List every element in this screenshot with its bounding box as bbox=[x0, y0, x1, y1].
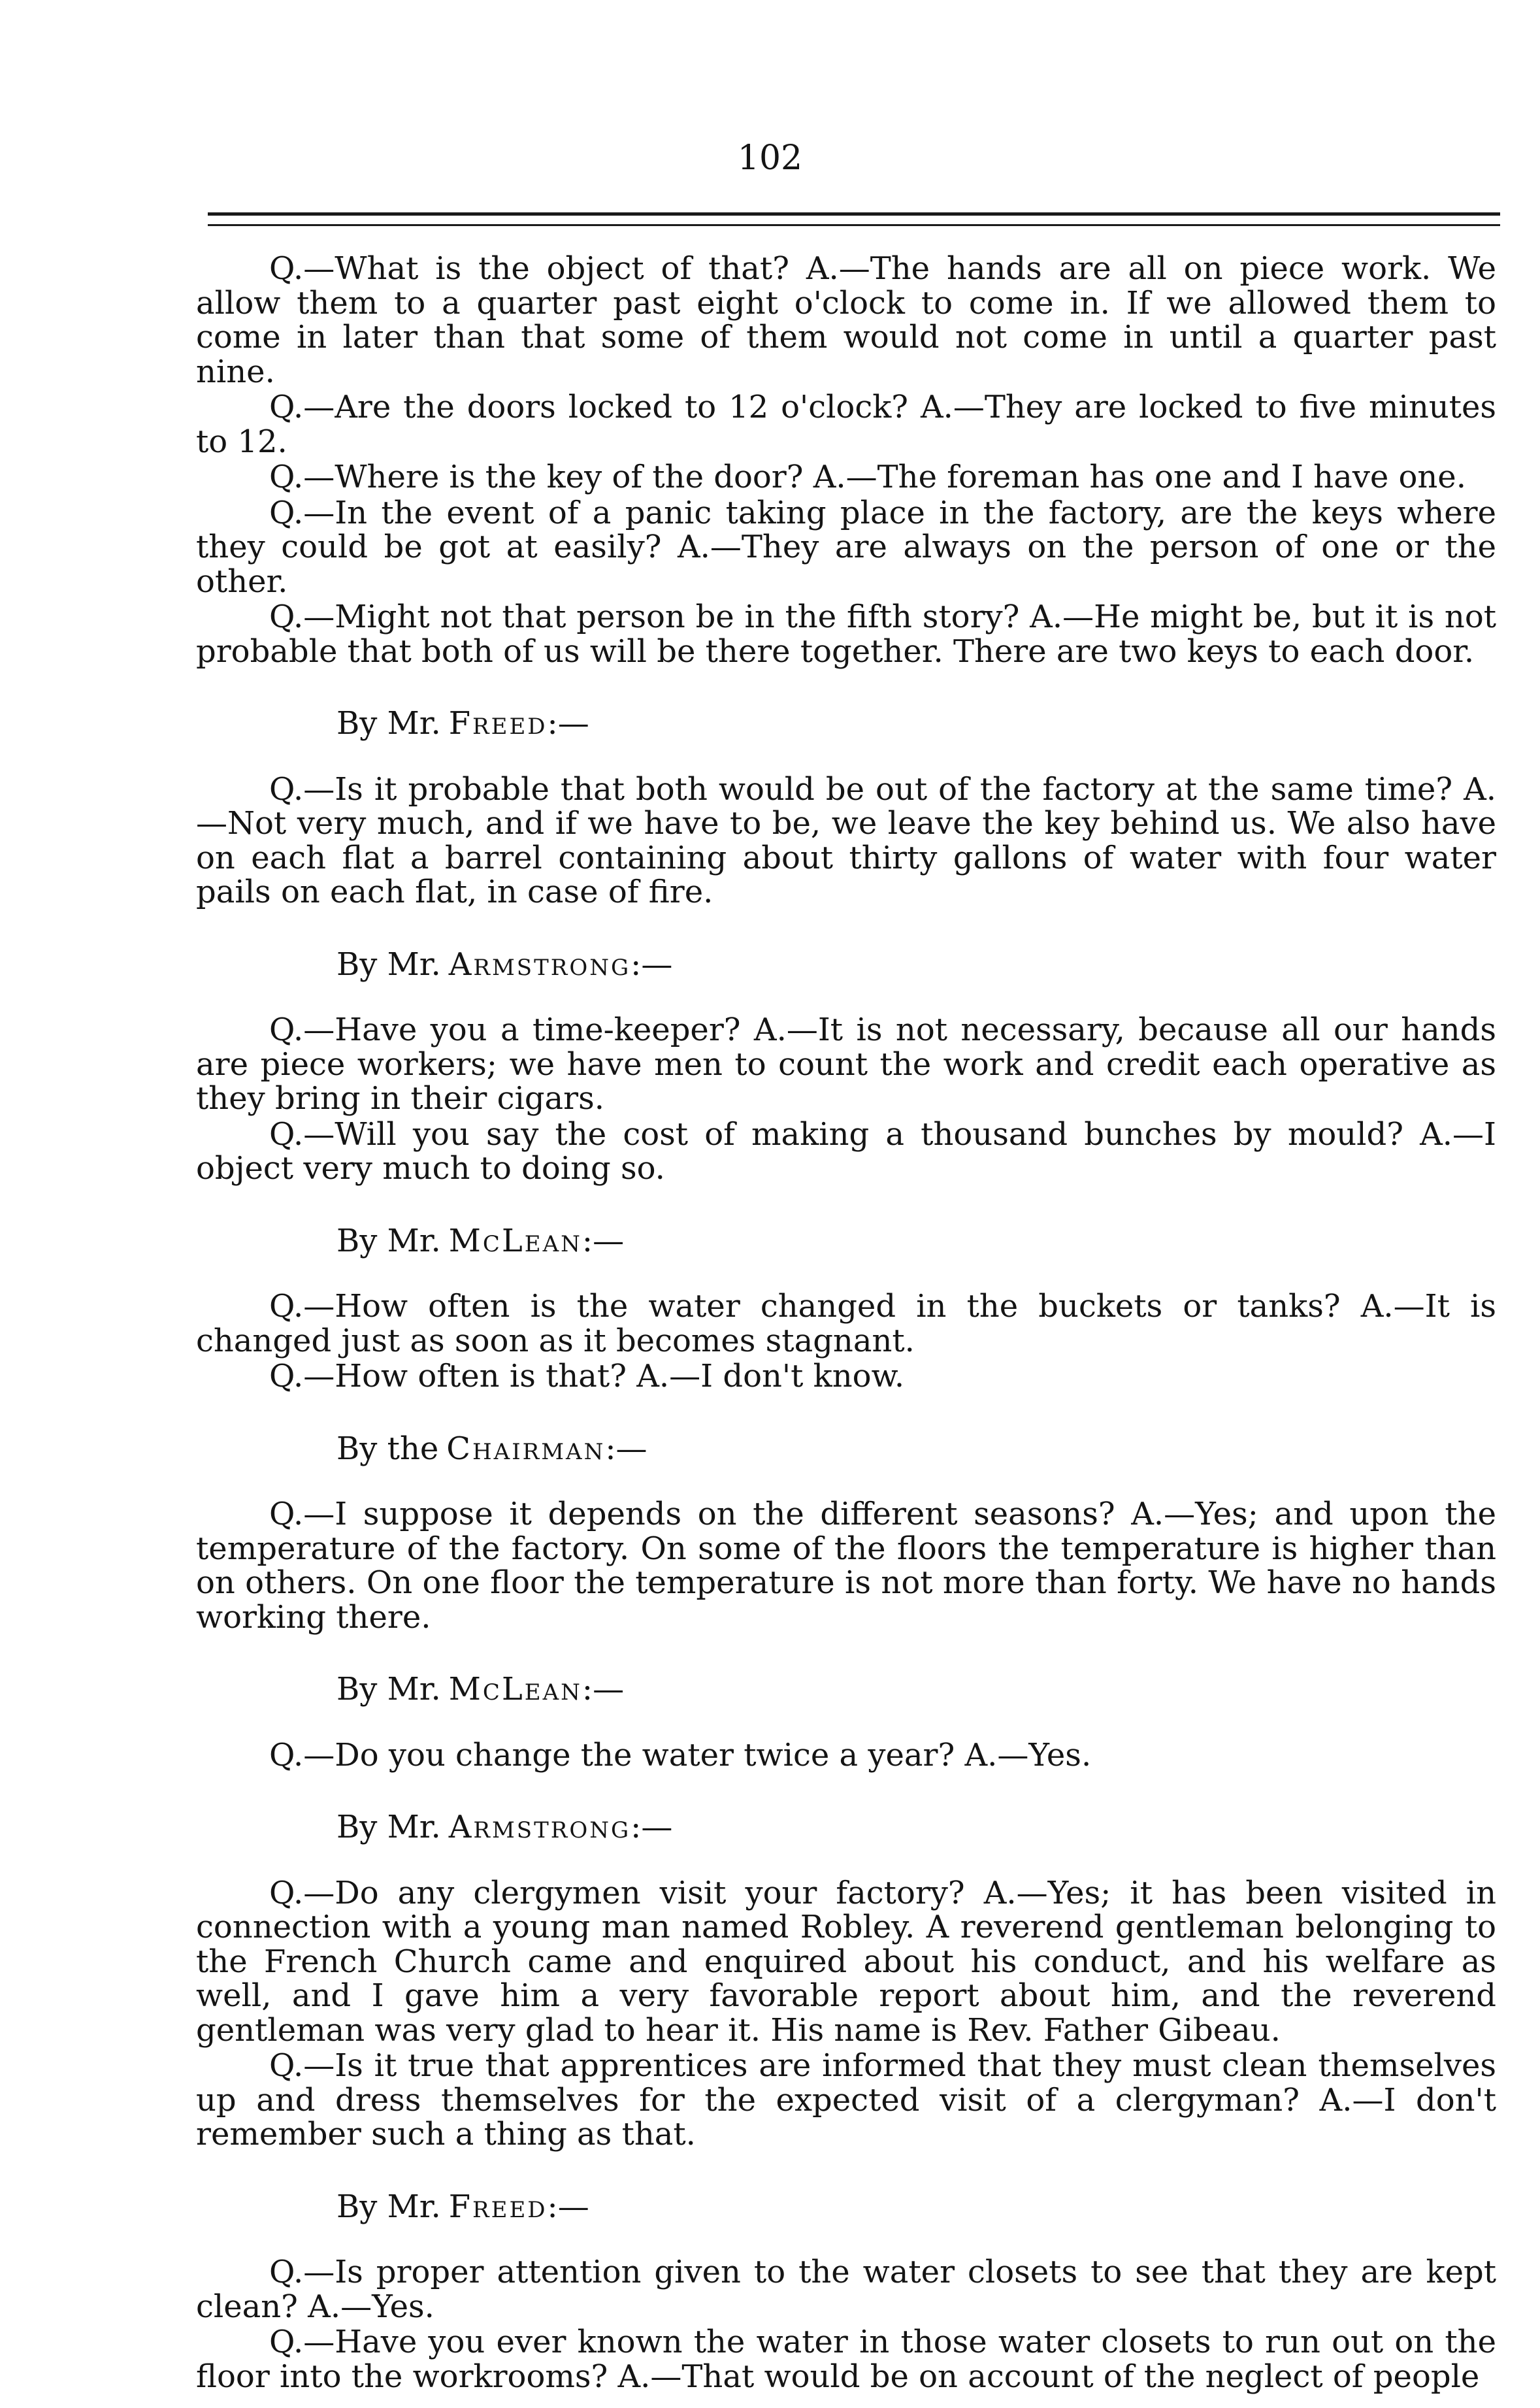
speaker-prefix: By the bbox=[336, 1430, 439, 1467]
testimony-paragraph: Q.—Are the doors locked to 12 o'clock? A.—They are locked to five minutes to 12. bbox=[196, 389, 1496, 460]
speaker-suffix: :— bbox=[582, 1222, 625, 1259]
header-rule-thick bbox=[208, 212, 1500, 216]
speaker-suffix: :— bbox=[582, 1671, 625, 1707]
speaker-prefix: By Mr. bbox=[336, 946, 441, 983]
testimony-paragraph: Q.—In the event of a panic taking place in the factory, are the keys where they could be got at easily? A.—They are always on the person of one or the other. bbox=[196, 494, 1496, 600]
testimony-paragraph: Q.—What is the object of that? A.—The hands are all on piece work. We allow them to a quarter past eight o'clock to come in. If we allowed them to come in later than that some of them would not come in until a quarter past nine. bbox=[196, 250, 1496, 390]
speaker-heading bbox=[196, 2190, 1496, 2224]
testimony-paragraph: Q.—Is it true that apprentices are informed that they must clean themselves up and dress themselves for the expected visit of a clergyman? A.—I don't remember such a thing as that. bbox=[196, 2047, 1496, 2152]
testimony-paragraph: Q.—How often is the water changed in the buckets or tanks? A.—It is changed just as soon as it becomes stagnant. bbox=[196, 1288, 1496, 1359]
speaker-heading bbox=[196, 1810, 1496, 1845]
speaker-prefix: By Mr. bbox=[336, 2188, 441, 2225]
speaker-name: Chairman bbox=[446, 1430, 606, 1467]
page-number: 102 bbox=[737, 139, 803, 178]
speaker-prefix: By Mr. bbox=[336, 1809, 441, 1845]
speaker-name: McLean bbox=[448, 1222, 582, 1259]
testimony-paragraph: Q.—Where is the key of the door? A.—The foreman has one and I have one. bbox=[269, 459, 1466, 495]
speaker-name: Armstrong bbox=[448, 946, 631, 983]
speaker-prefix: By Mr. bbox=[336, 705, 441, 742]
speaker-name: McLean bbox=[448, 1671, 582, 1707]
speaker-name: Freed bbox=[448, 705, 548, 742]
testimony-paragraph: Q.—Might not that person be in the fifth story? A.—He might be, but it is not probable that both of us will be there together. There are two keys to each door. bbox=[196, 599, 1496, 670]
speaker-name: Armstrong bbox=[448, 1809, 631, 1845]
speaker-heading bbox=[196, 1432, 1496, 1466]
testimony-paragraph: Q.—Do you change the water twice a year? A.—Yes. bbox=[269, 1736, 1092, 1773]
speaker-prefix: By Mr. bbox=[336, 1222, 441, 1259]
speaker-suffix: :— bbox=[631, 1809, 673, 1845]
testimony-paragraph: Q.—I suppose it depends on the different seasons? A.—Yes; and upon the temperature of the factory. On some of the floors the temperature is higher than on others. On one floor the temperature is not more than forty. We have no hands working there. bbox=[196, 1496, 1496, 1636]
speaker-heading bbox=[196, 706, 1496, 741]
speaker-heading bbox=[196, 948, 1496, 982]
testimony-paragraph: Q.—Have you a time-keeper? A.—It is not necessary, because all our hands are piece workers; we have men to count the work and credit each operative as they bring in their cigars. bbox=[196, 1012, 1496, 1117]
testimony-paragraph: Q.—How often is that? A.—I don't know. bbox=[269, 1358, 905, 1394]
testimony-paragraph: Q.—Is it probable that both would be out of the factory at the same time? A.—Not very much, and if we have to be, we leave the key behind us. We also have on each flat a barrel containing about thirty gallons of water with four water pails on each flat, in case of fire. bbox=[196, 770, 1496, 910]
testimony-paragraph: Q.—Will you say the cost of making a thousand bunches by mould? A.—I object very much to doing so. bbox=[196, 1115, 1496, 1187]
speaker-heading bbox=[196, 1672, 1496, 1707]
testimony-paragraph: Q.—Do any clergymen visit your factory? A.—Yes; it has been visited in connection with a young man named Robley. A reverend gentleman belonging to the French Church came and enquired about his conduct, and his welfare as well, and I gave him a very favorable report about him, and the reverend gentleman was very glad to hear it. His name is Rev. Father Gibeau. bbox=[196, 1874, 1496, 2049]
testimony-paragraph: Q.—Have you ever known the water in those water closets to run out on the floor into the workrooms? A.—That would be on account of the neglect of people bbox=[196, 2324, 1496, 2395]
speaker-name: Freed bbox=[448, 2188, 548, 2225]
speaker-suffix: :— bbox=[547, 705, 589, 742]
header-rule-thin bbox=[208, 224, 1500, 226]
testimony-paragraph: Q.—Is proper attention given to the water closets to see that they are kept clean? A.—Yes. bbox=[196, 2254, 1496, 2325]
speaker-prefix: By Mr. bbox=[336, 1671, 441, 1707]
testimony-body bbox=[196, 252, 1496, 2394]
speaker-suffix: :— bbox=[547, 2188, 589, 2225]
speaker-heading bbox=[196, 1224, 1496, 1259]
speaker-suffix: :— bbox=[605, 1430, 647, 1467]
speaker-suffix: :— bbox=[631, 946, 673, 983]
